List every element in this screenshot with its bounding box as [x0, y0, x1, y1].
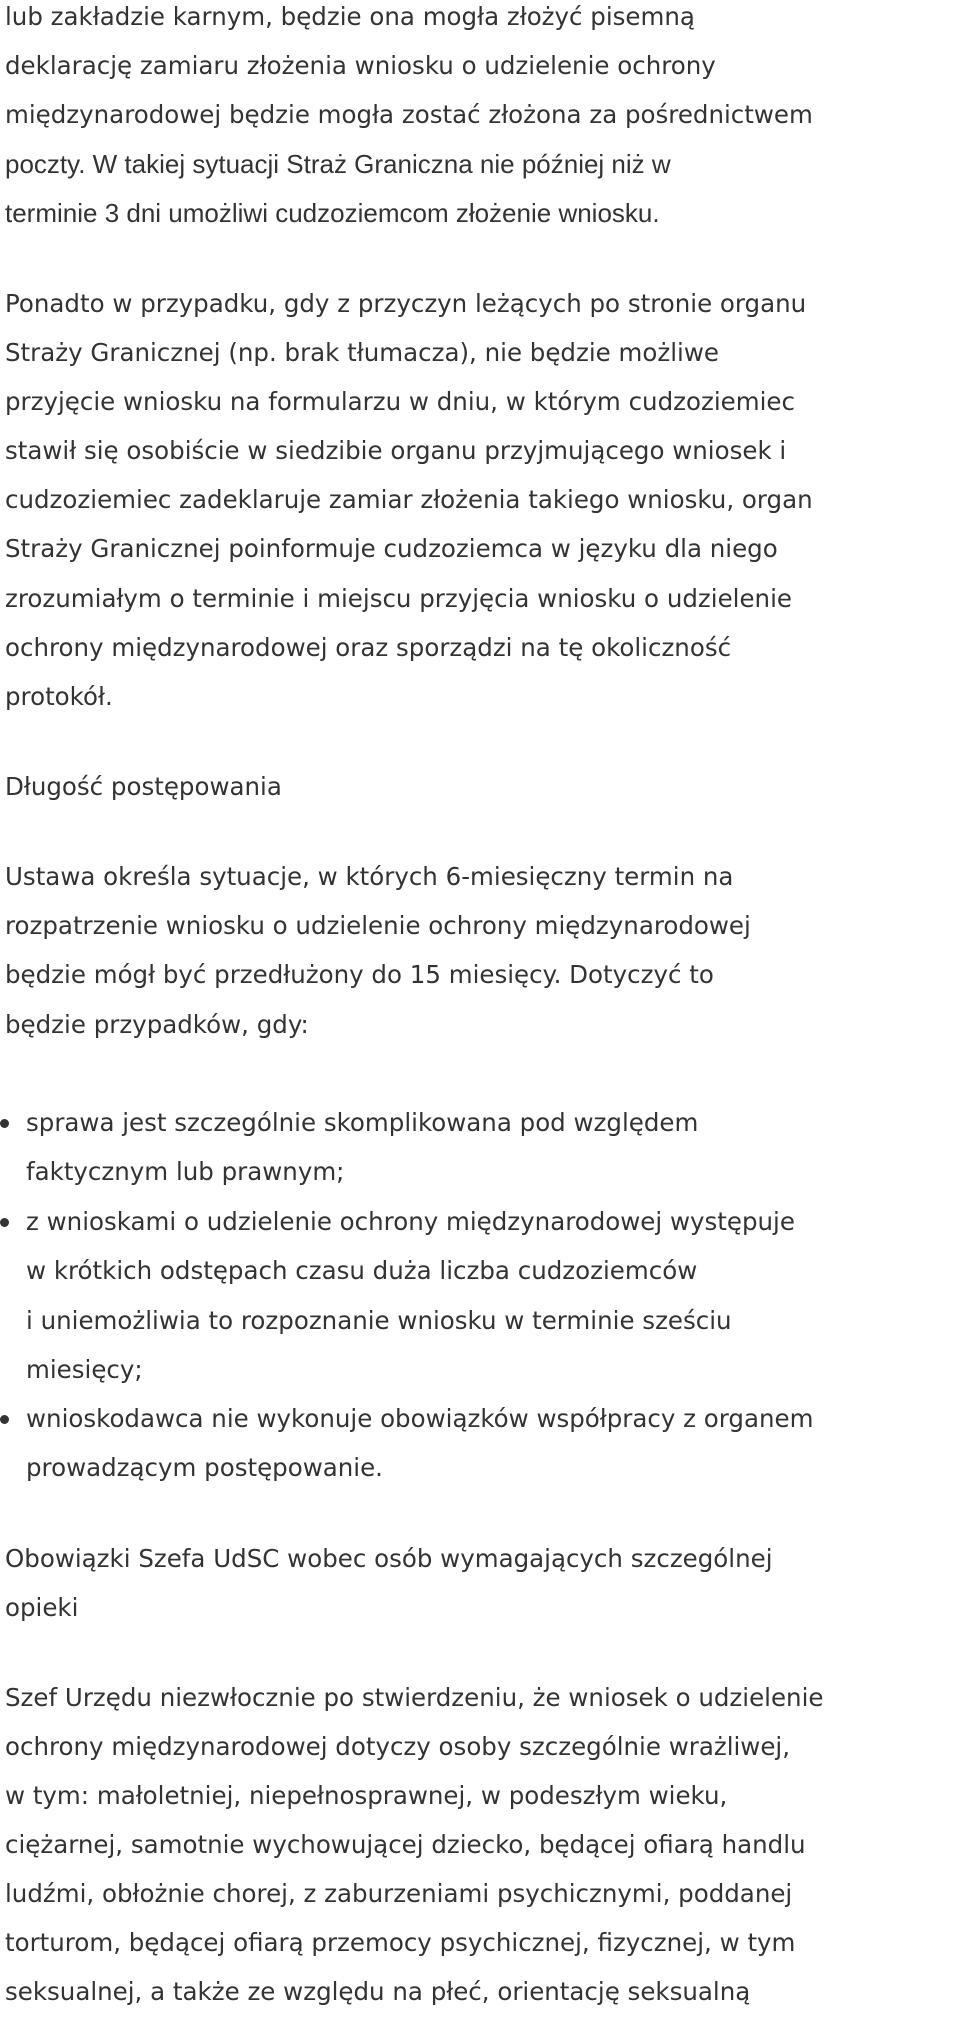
bullet-icon	[0, 1415, 9, 1424]
text-line: poczty. W takiej sytuacji Straż Graniczna nie później niż w	[5, 149, 671, 179]
bullet-icon	[0, 1119, 9, 1128]
text-line: będzie mógł być przedłużony do 15 miesięcy. Dotyczyć to	[5, 960, 714, 989]
text-line: ochrony międzynarodowej dotyczy osoby szczególnie wrażliwej,	[5, 1732, 791, 1761]
text-line: opieki	[5, 1593, 79, 1622]
text-line: ciężarnej, samotnie wychowującej dziecko, będącej ofiarą handlu	[5, 1830, 806, 1859]
text-line: lub zakładzie karnym, będzie ona mogła złożyć pisemną	[5, 2, 695, 31]
text-line: z wnioskami o udzielenie ochrony międzynarodowej występuje	[26, 1207, 795, 1236]
text-line: Straży Granicznej (np. brak tłumacza), nie będzie możliwe	[5, 338, 719, 367]
text-line: terminie 3 dni umożliwi cudzoziemcom złożenie wniosku.	[5, 198, 660, 228]
text-line: deklarację zamiaru złożenia wniosku o udzielenie ochrony	[5, 51, 716, 80]
text-line: międzynarodowej będzie mogła zostać złożona za pośrednictwem	[5, 100, 813, 129]
text-line: będzie przypadków, gdy:	[5, 1010, 309, 1039]
text-line: prowadzącym postępowanie.	[26, 1453, 383, 1482]
text-line: Obowiązki Szefa UdSC wobec osób wymagających szczególnej	[5, 1544, 773, 1573]
text-line: cudzoziemiec zadeklaruje zamiar złożenia takiego wniosku, organ	[5, 485, 813, 514]
text-line: protokół.	[5, 682, 113, 711]
text-line: zrozumiałym o terminie i miejscu przyjęcia wniosku o udzielenie	[5, 584, 792, 613]
text-line: Ponadto w przypadku, gdy z przyczyn leżących po stronie organu	[5, 289, 807, 318]
text-line: wnioskodawca nie wykonuje obowiązków współpracy z organem	[26, 1404, 814, 1433]
text-line: sprawa jest szczególnie skomplikowana pod względem	[26, 1108, 699, 1137]
text-line: rozpatrzenie wniosku o udzielenie ochrony międzynarodowej	[5, 911, 751, 940]
text-line: w krótkich odstępach czasu duża liczba cudzoziemców	[26, 1256, 698, 1285]
text-line: i uniemożliwia to rozpoznanie wniosku w terminie sześciu	[26, 1306, 732, 1335]
text-line: ludźmi, obłożnie chorej, z zaburzeniami psychicznymi, poddanej	[5, 1879, 793, 1908]
text-line: Szef Urzędu niezwłocznie po stwierdzeniu, że wniosek o udzielenie	[5, 1683, 824, 1712]
text-line: seksualnej, a także ze względu na płeć, orientację seksualną	[5, 1977, 751, 2006]
text-line: Straży Granicznej poinformuje cudzoziemca w języku dla niego	[5, 534, 778, 563]
text-line: miesięcy;	[26, 1355, 143, 1384]
section-heading: Długość postępowania	[5, 772, 282, 801]
text-line: faktycznym lub prawnym;	[26, 1157, 345, 1186]
bullet-icon	[0, 1218, 9, 1227]
text-line: torturom, będącej ofiarą przemocy psychicznej, fizycznej, w tym	[5, 1928, 796, 1957]
text-line: w tym: małoletniej, niepełnosprawnej, w podeszłym wieku,	[5, 1781, 728, 1810]
text-line: przyjęcie wniosku na formularzu w dniu, w którym cudzoziemiec	[5, 387, 795, 416]
text-line: Ustawa określa sytuacje, w których 6-miesięczny termin na	[5, 862, 734, 891]
text-line: stawił się osobiście w siedzibie organu przyjmującego wniosek i	[5, 436, 787, 465]
text-line: ochrony międzynarodowej oraz sporządzi na tę okoliczność	[5, 633, 732, 662]
